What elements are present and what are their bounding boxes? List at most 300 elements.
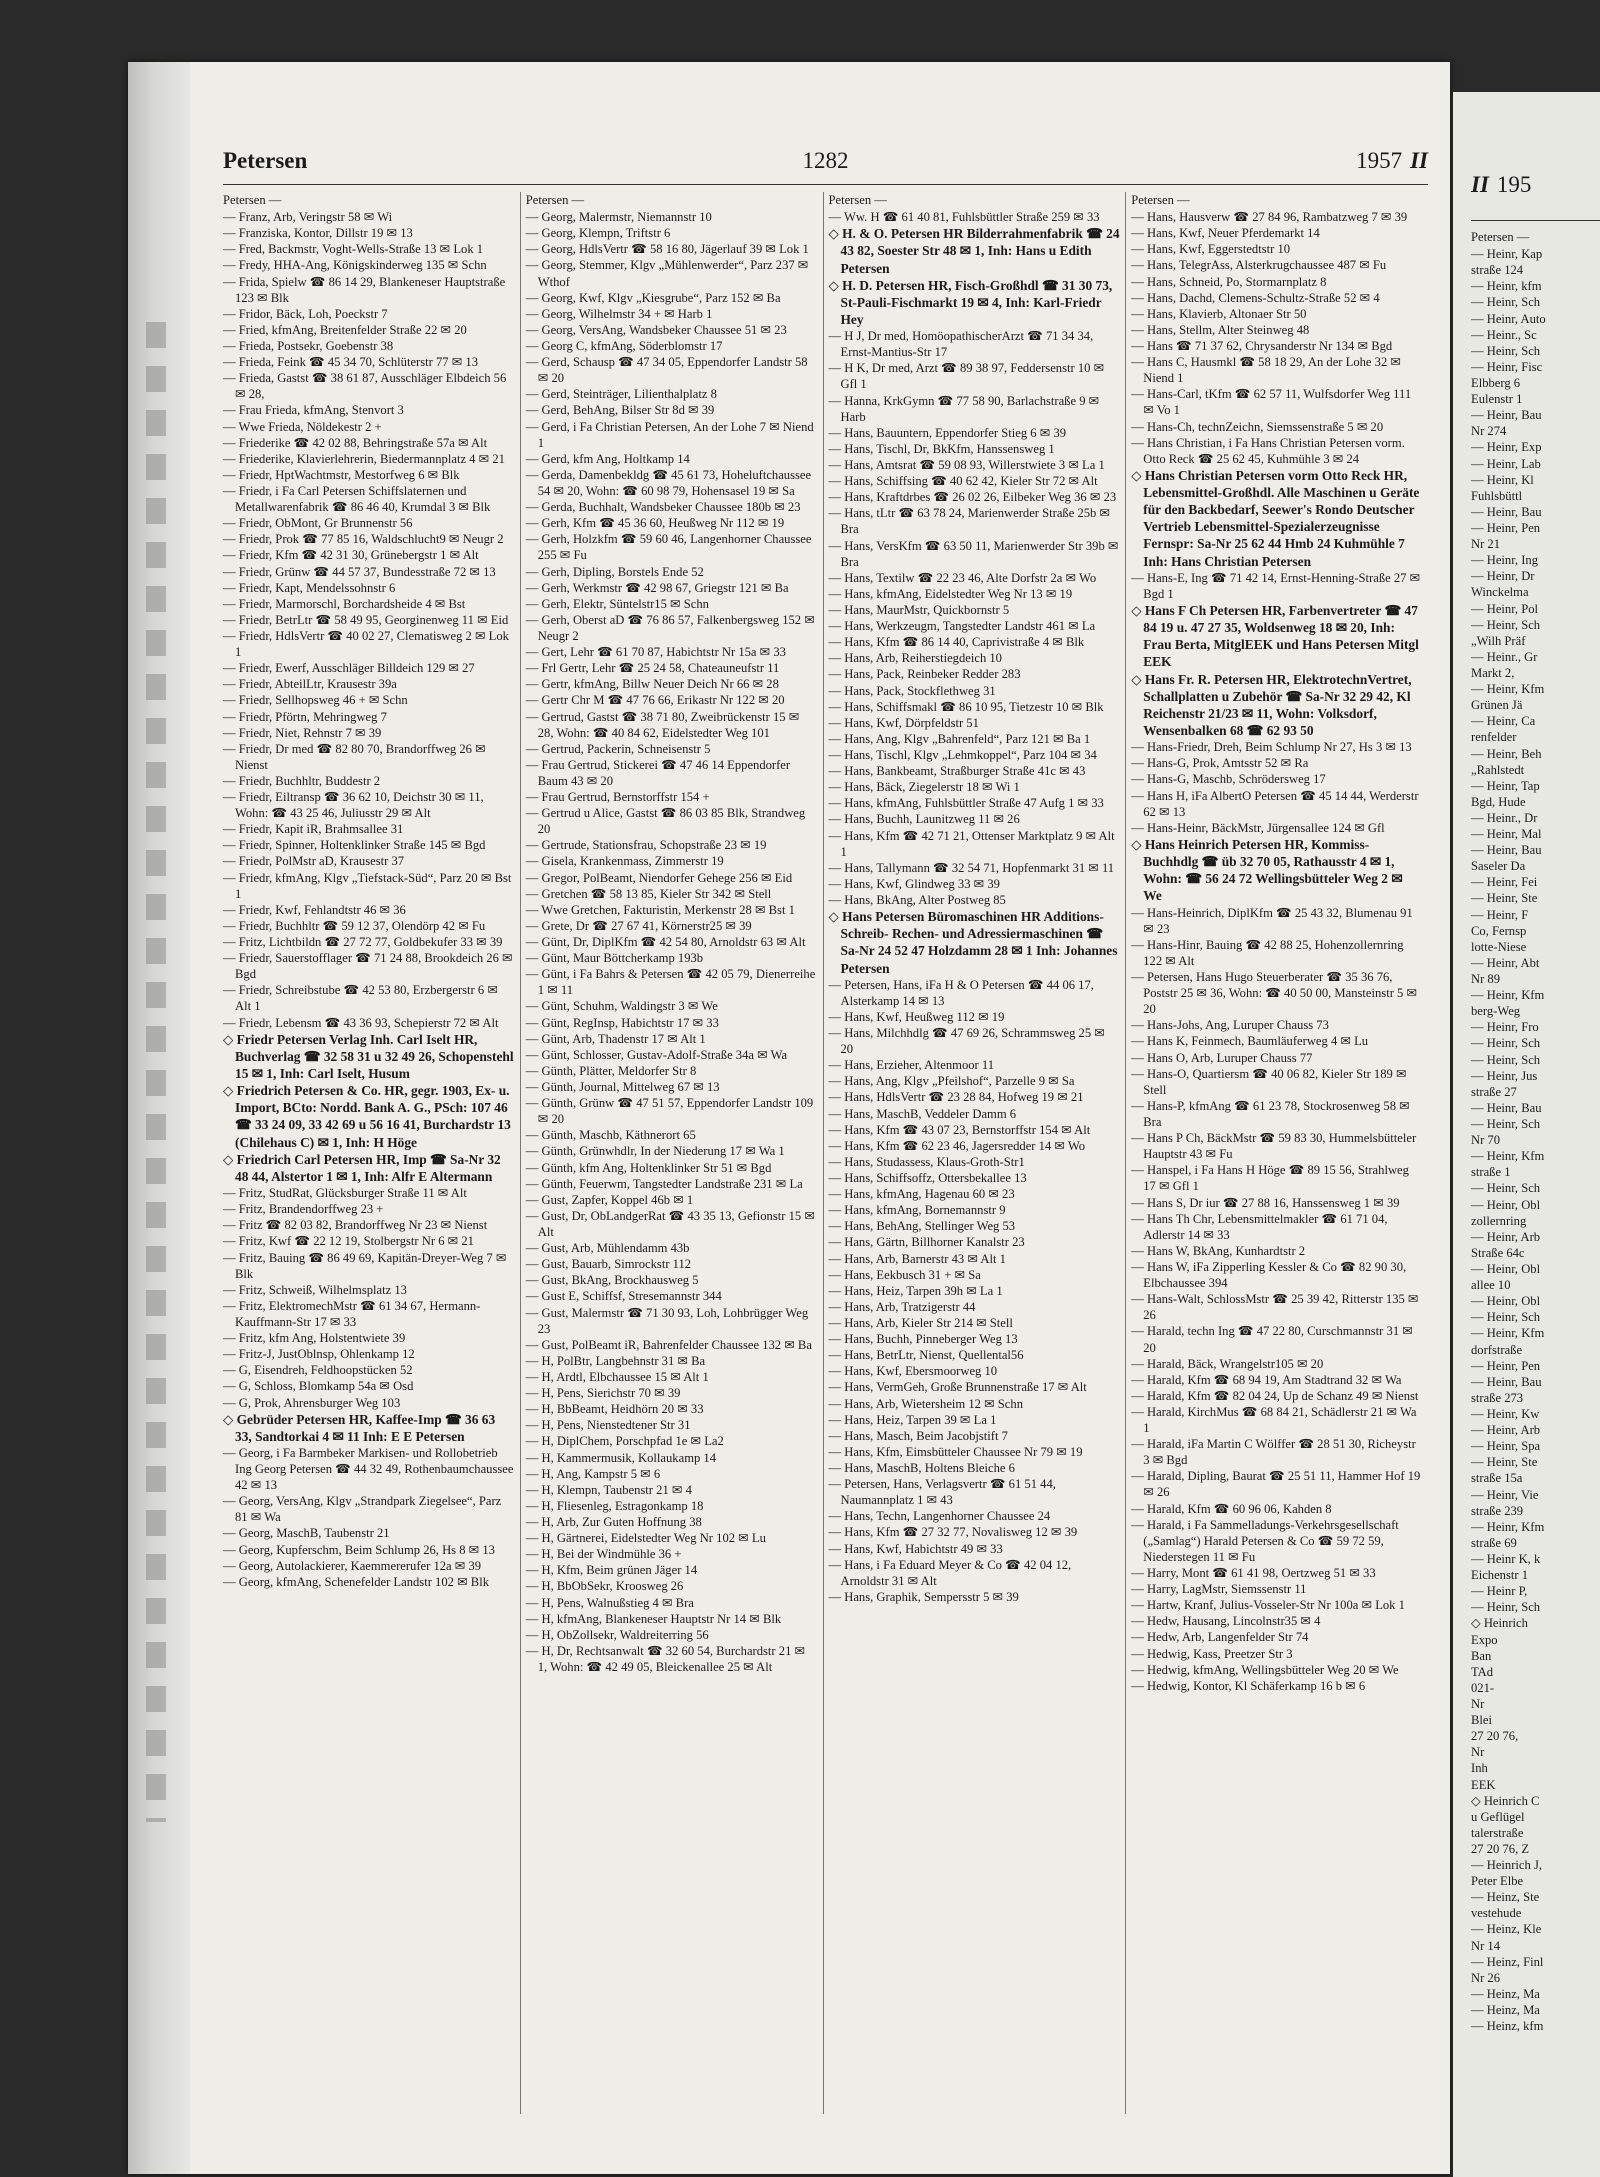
directory-entry: — Hans, Milchhdlg ☎ 47 69 26, Schrammsweg 25 ✉ 20 <box>828 1026 1105 1057</box>
directory-entry: — Günth, Feuerwm, Tangstedter Landstraße 231 ✉ La <box>525 1176 803 1191</box>
directory-entry: — Gust, Bauarb, Simrockstr 112 <box>525 1257 692 1272</box>
directory-entry: — Fritz, ElektromechMstr ☎ 61 34 67, Hermann-Kauffmann-Str 17 ✉ 33 <box>223 1298 481 1329</box>
directory-entry: — Hans-G, Prok, Amtsstr 52 ✉ Ra <box>1131 756 1309 771</box>
adjacent-entry: — Heinr., Sc <box>1471 327 1537 342</box>
directory-entry: — Hans, Kwf, Eggerstedtstr 10 <box>1131 242 1291 257</box>
directory-entry: — Gerd, BehAng, Bilser Str 8d ✉ 39 <box>525 403 715 418</box>
adjacent-entry: — Heinr., Dr <box>1471 810 1538 825</box>
adjacent-entry: — Heinr, Mal <box>1471 827 1542 842</box>
directory-entry: — Gerd, Schausp ☎ 47 34 05, Eppendorfer Landstr 58 ✉ 20 <box>525 355 808 386</box>
directory-entry: — Hans, Bäck, Ziegelerstr 18 ✉ Wi 1 <box>828 780 1020 795</box>
directory-column <box>1125 192 1428 2114</box>
directory-entry: — H, Pens, Walnußstieg 4 ✉ Bra <box>525 1595 694 1610</box>
directory-entry: — Friedr, HptWachtmstr, Mestorfweg 6 ✉ Blk <box>223 467 460 482</box>
directory-entry: — Harald, Kfm ☎ 68 94 19, Am Stadtrand 32 ✉ Wa <box>1131 1372 1402 1387</box>
adjacent-entry: — Heinr, Kw <box>1471 1406 1540 1421</box>
firm-entry: ◇ Friedrich Carl Petersen HR, Imp ☎ Sa-Nr 32 48 44, Alstertor 1 ✉ 1, Inh: Alfr E Altermann <box>223 1151 501 1184</box>
directory-entry: — Gerh, Kfm ☎ 45 36 60, Heußweg Nr 112 ✉ 19 <box>525 516 785 531</box>
directory-entry: — H J, Dr med, HomöopathischerArzt ☎ 71 34 34, Ernst-Mantius-Str 17 <box>828 329 1094 360</box>
directory-entry: — Hans, VermGeh, Große Brunnenstraße 17 ✉ Alt <box>828 1380 1087 1395</box>
directory-entry: — Hans-Hinr, Bauing ☎ 42 88 25, Hohenzollernring 122 ✉ Alt <box>1131 937 1404 968</box>
directory-entry: — G, Prok, Ahrensburger Weg 103 <box>223 1395 401 1410</box>
adjacent-entry: Nr 26 <box>1471 1970 1501 1985</box>
adjacent-entry: — Heinr, Arb <box>1471 1423 1541 1438</box>
adjacent-entry: allee 10 <box>1471 1278 1511 1293</box>
directory-entry: — Hans, Erzieher, Altenmoor 11 <box>828 1058 995 1073</box>
adjacent-entry: — Heinr, Bau <box>1471 1374 1542 1389</box>
directory-entry: — Günt, Schuhm, Waldingstr 3 ✉ We <box>525 999 718 1014</box>
directory-entry: — Gertr, kfmAng, Billw Neuer Deich Nr 66 ✉ 28 <box>525 677 779 692</box>
directory-entry: — H, Fliesenleg, Estragonkamp 18 <box>525 1498 704 1513</box>
directory-entry: — Hans S, Dr iur ☎ 27 88 16, Hanssensweg 1 ✉ 39 <box>1131 1195 1400 1210</box>
adjacent-entry: Expo <box>1471 1632 1498 1647</box>
adjacent-entry: ◇ Heinrich <box>1471 1616 1528 1631</box>
adjacent-entry: — Heinr, Fro <box>1471 1020 1539 1035</box>
adjacent-entry: straße 27 <box>1471 1084 1517 1099</box>
directory-entry: — Hans, Kwf, Neuer Pferdemarkt 14 <box>1131 226 1320 241</box>
directory-entry: — Hans, Tallymann ☎ 32 54 71, Hopfenmarkt 31 ✉ 11 <box>828 860 1115 875</box>
directory-entry: — Franz, Arb, Veringstr 58 ✉ Wi <box>223 210 393 225</box>
directory-columns <box>223 192 1428 2114</box>
directory-entry: — Georg, Klempn, Triftstr 6 <box>525 226 671 241</box>
directory-entry: — Petersen, Hans, Verlagsvertr ☎ 61 51 44, Naumannplatz 1 ✉ 43 <box>828 1477 1056 1508</box>
directory-entry: — Günth, kfm Ang, Holtenklinker Str 51 ✉ Bgd <box>525 1160 772 1175</box>
directory-entry: — Günth, Maschb, Käthnerort 65 <box>525 1128 696 1143</box>
directory-entry: — Hans Christian, i Fa Hans Christian Petersen vorm. Otto Reck ☎ 25 62 45, Kuhmühle 3 ✉ 24 <box>1131 435 1405 466</box>
directory-entry: — Hans, Schiffsing ☎ 40 62 42, Kieler Str 72 ✉ Alt <box>828 474 1098 489</box>
directory-entry: — Hedwig, kfmAng, Wellingsbütteler Weg 20 ✉ We <box>1131 1662 1399 1677</box>
directory-entry: — Hans, BehAng, Stellinger Weg 53 <box>828 1219 1016 1234</box>
adjacent-entry: — Heinr, Kl <box>1471 472 1534 487</box>
directory-entry: — Hans-P, kfmAng ☎ 61 23 78, Stockrosenweg 58 ✉ Bra <box>1131 1098 1410 1129</box>
adjacent-column <box>1471 220 1600 2034</box>
directory-entry: — Friedr, kfmAng, Klgv „Tiefstack-Süd“, Parz 20 ✉ Bst 1 <box>223 870 512 901</box>
directory-entry: — Hans, Stellm, Alter Steinweg 48 <box>1131 322 1310 337</box>
directory-entry: — Hans-Heinrich, DiplKfm ☎ 25 43 32, Blumenau 91 ✉ 23 <box>1131 905 1413 936</box>
directory-entry: — Friedr, Prok ☎ 77 85 16, Waldschlucht9 ✉ Neugr 2 <box>223 532 504 547</box>
directory-entry: — Hans K, Feinmech, Baumläuferweg 4 ✉ Lu <box>1131 1034 1369 1049</box>
adjacent-entry: „Rahlstedt <box>1471 762 1525 777</box>
directory-entry: — Georg, VersAng, Wandsbeker Chaussee 51 ✉ 23 <box>525 322 787 337</box>
adjacent-entry: — Heinr, Auto <box>1471 311 1546 326</box>
adjacent-entry: — Heinr, Sch <box>1471 617 1541 632</box>
directory-entry: — Gisela, Krankenmass, Zimmerstr 19 <box>525 854 724 869</box>
column-head: Petersen — <box>223 193 282 207</box>
directory-entry: — Friederike ☎ 42 02 88, Behringstraße 57a ✉ Alt <box>223 435 488 450</box>
directory-entry: — Hans, Schiffsoffz, Ottersbekallee 13 <box>828 1171 1027 1186</box>
directory-entry: — Hans-Johs, Ang, Luruper Chauss 73 <box>1131 1018 1329 1033</box>
directory-entry: — Hans, kfmAng, Hagenau 60 ✉ 23 <box>828 1187 1015 1202</box>
directory-entry: — Hanspel, i Fa Hans H Höge ☎ 89 15 56, Strahlweg 17 ✉ Gfl 1 <box>1131 1163 1409 1194</box>
directory-entry: — Gust, Malermstr ☎ 71 30 93, Loh, Lohbrügger Weg 23 <box>525 1305 809 1336</box>
directory-entry: — Friedr, Kapit iR, Brahmsallee 31 <box>223 822 404 837</box>
directory-entry: — Fritz, Lichtbildn ☎ 27 72 77, Goldbekufer 33 ✉ 39 <box>223 935 503 950</box>
directory-entry: — Hans, Kfm ☎ 27 32 77, Novalisweg 12 ✉ 39 <box>828 1525 1078 1540</box>
adjacent-entry: renfelder <box>1471 730 1517 745</box>
adjacent-entry: — Heinr, Spa <box>1471 1439 1541 1454</box>
adjacent-entry: — Heinz, Finl <box>1471 1954 1544 1969</box>
directory-entry: — Frieda, Feink ☎ 45 34 70, Schlüterstr 77 ✉ 13 <box>223 355 479 370</box>
adjacent-entry: — Heinr, Exp <box>1471 440 1542 455</box>
directory-entry: — H, Kfm, Beim grünen Jäger 14 <box>525 1563 698 1578</box>
directory-entry: — Hartw, Kranf, Julius-Vosseler-Str Nr 100a ✉ Lok 1 <box>1131 1598 1405 1613</box>
adjacent-entry: ◇ Heinrich C <box>1471 1793 1540 1808</box>
adjacent-entry: Inh <box>1471 1761 1488 1776</box>
directory-entry: — Hans C, Hausmkl ☎ 58 18 29, An der Lohe 32 ✉ Niend 1 <box>1131 355 1401 386</box>
adjacent-entry: — Heinr, Beh <box>1471 746 1542 761</box>
adjacent-entry: — Heinz, Ma <box>1471 2003 1540 2018</box>
adjacent-entry: — Heinr, Jus <box>1471 1068 1538 1083</box>
adjacent-entry: — Heinr, Sch <box>1471 1600 1541 1615</box>
directory-entry: — Fritz, Bauing ☎ 86 49 69, Kapitän-Dreyer-Weg 7 ✉ Blk <box>223 1250 507 1281</box>
firm-entry: ◇ Hans Heinrich Petersen HR, Kommiss-Buchhdlg ☎ üb 32 70 05, Rathausstr 4 ✉ 1, Wohn: ☎ 56 24 72 Wellingsbütteler Weg 2 ✉ We <box>1131 836 1403 904</box>
directory-entry: — Hans, Schiffsmakl ☎ 86 10 95, Tietzestr 10 ✉ Blk <box>828 699 1104 714</box>
adjacent-entry: — Heinr, Pen <box>1471 520 1541 535</box>
directory-entry: — Hans, MaschB, Holtens Bleiche 6 <box>828 1461 1015 1475</box>
directory-entry: — Günth, Grünwhdlr, In der Niederung 17 ✉ Wa 1 <box>525 1144 785 1159</box>
adjacent-entry: — Heinr, Obl <box>1471 1294 1541 1309</box>
directory-entry: — Hans, Hausverw ☎ 27 84 96, Rambatzweg 7 ✉ 39 <box>1131 210 1408 225</box>
directory-entry: — Hans, Kfm ☎ 62 23 46, Jagersredder 14 ✉ Wo <box>828 1138 1086 1153</box>
directory-entry: — Harald, Dipling, Baurat ☎ 25 51 11, Hammer Hof 19 ✉ 26 <box>1131 1469 1421 1500</box>
directory-entry: — Fritz ☎ 82 03 82, Brandorffweg Nr 23 ✉ Nienst <box>223 1218 488 1233</box>
directory-entry: — Günt, Arb, Thadenstr 17 ✉ Alt 1 <box>525 1031 706 1046</box>
adjacent-entry: — Heinr, Kfm <box>1471 988 1545 1003</box>
directory-entry: — Hans-E, Ing ☎ 71 42 14, Ernst-Henning-Straße 27 ✉ Bgd 1 <box>1131 570 1421 601</box>
directory-entry: — Harald, Kfm ☎ 60 96 06, Kahden 8 <box>1131 1501 1332 1516</box>
header-year: 1957 <box>1356 148 1403 173</box>
directory-entry: — H, kfmAng, Blankeneser Hauptstr Nr 14 ✉ Blk <box>525 1611 782 1626</box>
directory-entry: — Gertrud, Gastst ☎ 38 71 80, Zweibrückenstr 15 ✉ 28, Wohn: ☎ 40 84 62, Eidelstedter Weg 101 <box>525 709 800 740</box>
directory-entry: — Hans, Kfm ☎ 42 71 21, Ottenser Marktplatz 9 ✉ Alt 1 <box>828 828 1115 859</box>
directory-entry: — Friedr, Marmorschl, Borchardsheide 4 ✉ Bst <box>223 596 466 611</box>
directory-entry: — Hans, Kwf, Habichtstr 49 ✉ 33 <box>828 1541 1003 1556</box>
directory-entry: — Gert, Lehr ☎ 61 70 87, Habichtstr Nr 15a ✉ 33 <box>525 645 786 660</box>
adjacent-entry: Nr 70 <box>1471 1133 1501 1148</box>
directory-entry: — Hans, Ang, Klgv „Pfeilshof“, Parzelle 9 ✉ Sa <box>828 1074 1075 1089</box>
directory-entry: — Fred, Backmstr, Voght-Wells-Straße 13 ✉ Lok 1 <box>223 242 484 257</box>
directory-entry: — Hans, Kraftdrbes ☎ 26 02 26, Eilbeker Weg 36 ✉ 23 <box>828 490 1117 505</box>
directory-entry: — Harald, Bäck, Wrangelstr105 ✉ 20 <box>1131 1356 1324 1371</box>
adjacent-entry: — Heinr, Lab <box>1471 456 1541 471</box>
directory-entry: — Gust, Dr, ObLandgerRat ☎ 43 35 13, Gefionstr 15 ✉ Alt <box>525 1208 815 1239</box>
adjacent-entry: straße 1 <box>1471 1165 1511 1180</box>
directory-entry: — H, Bei der Windmühle 36 + <box>525 1547 682 1562</box>
adjacent-year: 195 <box>1496 172 1532 197</box>
directory-entry: — Hans, Textilw ☎ 22 23 46, Alte Dorfstr 2a ✉ Wo <box>828 570 1097 585</box>
directory-entry: — Gust, Arb, Mühlendamm 43b <box>525 1241 690 1256</box>
directory-entry: — Frieda, Gastst ☎ 38 61 87, Ausschläger Elbdeich 56 ✉ 28, <box>223 371 507 402</box>
directory-entry: — Hans, Kfm, Eimsbütteler Chaussee Nr 79 ✉ 19 <box>828 1444 1083 1459</box>
adjacent-volume: II <box>1471 172 1489 197</box>
directory-entry: — Gerh, Dipling, Borstels Ende 52 <box>525 564 704 579</box>
directory-entry: — Georg, i Fa Barmbeker Markisen- und Rollobetrieb Ing Georg Petersen ☎ 44 32 49, Rothenbaumchaussee 42 ✉ 13 <box>223 1445 514 1493</box>
directory-entry: — Hans, Eekbusch 31 + ✉ Sa <box>828 1267 981 1282</box>
directory-entry: — Hans-Friedr, Dreh, Beim Schlump Nr 27, Hs 3 ✉ 13 <box>1131 740 1412 755</box>
directory-entry: — Gerd, i Fa Christian Petersen, An der Lohe 7 ✉ Niend 1 <box>525 419 814 450</box>
directory-entry: — Friedr, Pförtn, Mehringweg 7 <box>223 709 387 724</box>
directory-entry: — Hans, Masch, Beim Jacobjstift 7 <box>828 1428 1008 1443</box>
page-number: 1282 <box>802 148 849 173</box>
adjacent-entry: — Heinr, Bau <box>1471 1100 1542 1115</box>
adjacent-entry: — Heinr, Pen <box>1471 1358 1541 1373</box>
directory-entry: — Gregor, PolBeamt, Niendorfer Gehege 256 ✉ Eid <box>525 870 793 885</box>
adjacent-entry: Nr <box>1471 1745 1485 1760</box>
adjacent-entry: Grünen Jä <box>1471 698 1523 713</box>
directory-entry: — Petersen, Hans Hugo Steuerberater ☎ 35 36 76, Poststr 25 ✉ 36, Wohn: ☎ 40 50 00, Mansteinstr 5 ✉ 20 <box>1131 969 1418 1017</box>
directory-entry: — Fritz, Brandendorffweg 23 + <box>223 1202 384 1217</box>
directory-entry: — Gretchen ☎ 58 13 85, Kieler Str 342 ✉ Stell <box>525 886 772 901</box>
directory-entry: — Fritz, Schweiß, Wilhelmsplatz 13 <box>223 1282 407 1297</box>
directory-entry: — Friedr, Kwf, Fehlandtstr 46 ✉ 36 <box>223 902 406 917</box>
directory-entry: — G, Schloss, Blomkamp 54a ✉ Osd <box>223 1379 414 1394</box>
adjacent-entry: dorfstraße <box>1471 1342 1523 1357</box>
directory-entry: — Hans, kfmAng, Fuhlsbüttler Straße 47 Aufg 1 ✉ 33 <box>828 796 1104 811</box>
directory-entry: — Georg, Autolackierer, Kaemmererufer 12a ✉ 39 <box>223 1558 482 1573</box>
directory-entry: — Frl Gertr, Lehr ☎ 25 24 58, Chateauneufstr 11 <box>525 661 780 676</box>
adjacent-entry: Eichenstr 1 <box>1471 1568 1529 1583</box>
directory-entry: — Friedr, Ewerf, Ausschläger Billdeich 129 ✉ 27 <box>223 661 475 676</box>
directory-entry: — Frida, Spielw ☎ 86 14 29, Blankeneser Hauptstraße 123 ✉ Blk <box>223 274 506 305</box>
adjacent-entry: — Heinr, Ing <box>1471 553 1538 568</box>
directory-entry: — Hans, Techn, Langenhorner Chaussee 24 <box>828 1509 1051 1524</box>
directory-entry: — Hans, Kwf, Dörpfeldstr 51 <box>828 715 979 730</box>
directory-entry: — Fritz, Kwf ☎ 22 12 19, Stolbergstr Nr 6 ✉ 21 <box>223 1234 474 1249</box>
directory-entry: — Hans, i Fa Eduard Meyer & Co ☎ 42 04 12, Arnoldstr 31 ✉ Alt <box>828 1557 1072 1588</box>
directory-entry: — Hans H, iFa AlbertO Petersen ☎ 45 14 44, Werderstr 62 ✉ 13 <box>1131 788 1419 819</box>
adjacent-entry: — Heinr, Kfm <box>1471 682 1545 697</box>
adjacent-entry: berg-Weg <box>1471 1004 1521 1019</box>
directory-entry: — Franziska, Kontor, Dillstr 19 ✉ 13 <box>223 226 413 241</box>
directory-entry: — Hans P Ch, BäckMstr ☎ 59 83 30, Hummelsbütteler Hauptstr 43 ✉ Fu <box>1131 1131 1417 1162</box>
directory-entry: — Hans, Graphik, Sempersstr 5 ✉ 39 <box>828 1589 1019 1604</box>
firm-entry: ◇ Hans F Ch Petersen HR, Farbenvertreter ☎ 47 84 19 u. 47 27 35, Woldsenweg 18 ✉ 20, Inh: Frau Berta, MitglEEK und Hans Petersen Mitgl EEK <box>1131 603 1419 670</box>
adjacent-entry: straße 124 <box>1471 263 1524 278</box>
adjacent-entry: — Heinr, Sch <box>1471 1181 1541 1196</box>
directory-entry: — Günth, Grünw ☎ 47 51 57, Eppendorfer Landstr 109 ✉ 20 <box>525 1096 814 1127</box>
firm-entry: ◇ Friedr Petersen Verlag Inh. Carl Iselt HR, Buchverlag ☎ 32 58 31 u 32 49 26, Schopenstehl 15 ✉ 1, Inh: Carl Iselt, Husum <box>223 1031 514 1081</box>
directory-entry: — Georg, VersAng, Klgv „Strandpark Ziegelsee“, Parz 81 ✉ Wa <box>223 1494 502 1525</box>
directory-entry: — Hans, Amtsrat ☎ 59 08 93, Willerstwiete 3 ✉ La 1 <box>828 458 1105 473</box>
directory-entry: — Friedr, HdlsVertr ☎ 40 02 27, Clematisweg 2 ✉ Lok 1 <box>223 628 509 660</box>
directory-entry: — Hedwig, Kass, Preetzer Str 3 <box>1131 1646 1293 1661</box>
adjacent-entry: Eulenstr 1 <box>1471 392 1523 407</box>
directory-entry: — Georg, Stemmer, Klgv „Mühlenwerder“, Parz 237 ✉ Wthof <box>525 258 809 289</box>
directory-entry: — Gerh, Holzkfm ☎ 59 60 46, Langenhorner Chaussee 255 ✉ Fu <box>525 532 812 563</box>
directory-entry: — Hans, Arb, Reiherstiegdeich 10 <box>828 651 1002 666</box>
directory-entry: — H, Gärtnerei, Eidelstedter Weg Nr 102 ✉ Lu <box>525 1531 766 1546</box>
directory-entry: — Gust, PolBeamt iR, Bahrenfelder Chaussee 132 ✉ Ba <box>525 1337 812 1352</box>
directory-entry: — Gerda, Buchhalt, Wandsbeker Chaussee 180b ✉ 23 <box>525 500 801 515</box>
directory-entry: — Hans, Tischl, Dr, BkKfm, Hanssensweg 1 <box>828 441 1055 456</box>
adjacent-entry: Peter Elbe <box>1471 1874 1524 1889</box>
adjacent-entry: — Heinr, Kfm <box>1471 1149 1545 1164</box>
directory-entry: — H, DiplChem, Porschpfad 1e ✉ La2 <box>525 1434 724 1449</box>
directory-entry: — Hans, VersKfm ☎ 63 50 11, Marienwerder Str 39b ✉ Bra <box>828 538 1119 569</box>
directory-entry: — Friedr, Sauerstofflager ☎ 71 24 88, Brookdeich 26 ✉ Bgd <box>223 951 513 982</box>
directory-entry: — Harald, techn Ing ☎ 47 22 80, Curschmannstr 31 ✉ 20 <box>1131 1324 1413 1355</box>
directory-entry: — Friedr, Sellhopsweg 46 + ✉ Schn <box>223 693 408 708</box>
directory-entry: — Hans, Klavierb, Altonaer Str 50 <box>1131 306 1307 321</box>
directory-entry: — Gerh, Werkmstr ☎ 42 98 67, Griegstr 121 ✉ Ba <box>525 580 789 595</box>
directory-entry: — Harry, Mont ☎ 61 41 98, Oertzweg 51 ✉ 33 <box>1131 1566 1376 1581</box>
adjacent-entry: Bgd, Hude <box>1471 794 1526 809</box>
directory-entry: — Hanna, KrkGymn ☎ 77 58 90, Barlachstraße 9 ✉ Harb <box>828 393 1100 424</box>
directory-column <box>520 192 823 2114</box>
directory-entry: — Friedr, Lebensm ☎ 43 36 93, Schepierstr 72 ✉ Alt <box>223 1015 499 1030</box>
adjacent-entry: — Heinr K, k <box>1471 1551 1541 1566</box>
directory-entry: — Georg, kfmAng, Schenefelder Landstr 102 ✉ Blk <box>223 1574 489 1589</box>
directory-entry: — Hans W, iFa Zipperling Kessler & Co ☎ 82 90 30, Elbchaussee 394 <box>1131 1259 1407 1291</box>
adjacent-entry: straße 273 <box>1471 1390 1524 1405</box>
directory-entry: — H, Klempn, Taubenstr 21 ✉ 4 <box>525 1482 692 1497</box>
directory-entry: — Hans ☎ 71 37 62, Chrysanderstr Nr 134 ✉ Bgd <box>1131 338 1393 353</box>
adjacent-column-head: Petersen — <box>1471 230 1530 244</box>
directory-entry: — Hans, kfmAng, Eidelstedter Weg Nr 13 ✉ 19 <box>828 586 1073 601</box>
directory-entry: — H, Pens, Nienstedtener Str 31 <box>525 1418 691 1433</box>
adjacent-entry: — Heinr, Kap <box>1471 247 1543 262</box>
directory-entry: — Friedr, Niet, Rehnstr 7 ✉ 39 <box>223 725 382 740</box>
directory-entry: — Hans, Buchh, Launitzweg 11 ✉ 26 <box>828 812 1020 827</box>
adjacent-entry: — Heinr, Bau <box>1471 504 1542 519</box>
directory-entry: — Hans, Arb, Barnerstr 43 ✉ Alt 1 <box>828 1251 1006 1266</box>
header-volume: II <box>1410 148 1428 173</box>
adjacent-entry: — Heinr, Sch <box>1471 343 1541 358</box>
directory-entry: — Hans, Arb, Tratzigerstr 44 <box>828 1299 976 1314</box>
adjacent-entry: TAd <box>1471 1664 1494 1679</box>
directory-entry: — H, Dr, Rechtsanwalt ☎ 32 60 54, Burchardstr 21 ✉ 1, Wohn: ☎ 42 49 05, Bleickenallee 25 ✉ Alt <box>525 1643 806 1674</box>
adjacent-entry: — Heinr, Obl <box>1471 1197 1541 1212</box>
binding-marks <box>146 322 166 1822</box>
adjacent-entry: — Heinr, Ca <box>1471 714 1536 729</box>
directory-entry: — Friedr, BetrLtr ☎ 58 49 95, Georginenweg 11 ✉ Eid <box>223 612 509 627</box>
directory-entry: — Friedr, Spinner, Holtenklinker Straße 145 ✉ Bgd <box>223 838 486 853</box>
directory-entry: — Gust, Zapfer, Koppel 46b ✉ 1 <box>525 1192 694 1207</box>
directory-entry: — Hans, Heiz, Tarpen 39 ✉ La 1 <box>828 1412 997 1427</box>
directory-entry: — Hans, kfmAng, Bornemannstr 9 <box>828 1203 1006 1218</box>
directory-entry: — Hans, Heiz, Tarpen 39h ✉ La 1 <box>828 1283 1003 1298</box>
directory-entry: — Friedr, Buchhltr, Buddestr 2 <box>223 773 381 788</box>
directory-entry: — Frau Gertrud, Stickerei ☎ 47 46 14 Eppendorfer Baum 43 ✉ 20 <box>525 757 791 788</box>
directory-entry: — Gertrud, Packerin, Schneisenstr 5 <box>525 741 711 756</box>
firm-entry: ◇ Hans Petersen Büromaschinen HR Additions- Schreib- Rechen- und Adressiermaschinen ☎ Sa-Nr 24 52 47 Holzdamm 28 ✉ 1 Inh: Johannes Petersen <box>828 909 1118 976</box>
directory-entry: — Hans, Schneid, Po, Stormarnplatz 8 <box>1131 274 1327 289</box>
directory-entry: — Petersen, Hans, iFa H & O Petersen ☎ 44 06 17, Alsterkamp 14 ✉ 13 <box>828 977 1094 1008</box>
directory-column <box>223 192 520 2114</box>
adjacent-entry: Nr 21 <box>1471 537 1501 552</box>
adjacent-entry: Saseler Da <box>1471 859 1526 874</box>
adjacent-entry: — Heinr, Sch <box>1471 1052 1541 1067</box>
directory-entry: — Gerh, Oberst aD ☎ 76 86 57, Falkenbergsweg 152 ✉ Neugr 2 <box>525 612 815 643</box>
directory-entry: — H, Ardtl, Elbchaussee 15 ✉ Alt 1 <box>525 1369 709 1384</box>
directory-entry: — Wwe Gretchen, Fakturistin, Merkenstr 28 ✉ Bst 1 <box>525 902 795 917</box>
adjacent-entry: straße 69 <box>1471 1535 1517 1550</box>
column-head: Petersen — <box>525 193 585 207</box>
directory-entry: — Frieda, Postsekr, Goebenstr 38 <box>223 338 394 353</box>
adjacent-entry: Co, Fernsp <box>1471 923 1527 938</box>
directory-entry: — Hans, Arb, Kieler Str 214 ✉ Stell <box>828 1316 1013 1331</box>
directory-entry: — Hedwig, Kontor, Kl Schäferkamp 16 b ✉ 6 <box>1131 1678 1366 1693</box>
adjacent-entry: — Heinrich J, <box>1471 1858 1542 1873</box>
firm-entry: ◇ H. & O. Petersen HR Bilderrahmenfabrik ☎ 24 43 82, Soester Str 48 ✉ 1, Inh: Hans u Edith Petersen <box>828 226 1120 276</box>
adjacent-entry: — Heinr, Dr <box>1471 569 1535 584</box>
adjacent-entry: talerstraße <box>1471 1825 1524 1840</box>
adjacent-entry: — Heinr, Obl <box>1471 1262 1541 1276</box>
directory-entry: — Friedr, Buchhltr ☎ 59 12 37, Olendörp 42 ✉ Fu <box>223 918 486 933</box>
adjacent-page <box>1453 92 1600 2177</box>
directory-entry: — Hans, Werkzeugm, Tangstedter Landstr 461 ✉ La <box>828 619 1096 634</box>
directory-entry: — Harald, Kfm ☎ 82 04 24, Up de Schanz 49 ✉ Nienst <box>1131 1388 1419 1403</box>
adjacent-entry: Fuhlsbüttl <box>1471 488 1523 503</box>
adjacent-entry: — Heinr, Abt <box>1471 955 1540 970</box>
directory-entry: — H, Ang, Kampstr 5 ✉ 6 <box>525 1466 661 1481</box>
directory-entry: — Hans, Studassess, Klaus-Groth-Str1 <box>828 1154 1025 1169</box>
directory-entry: — Friedr, Schreibstube ☎ 42 53 80, Erzbergerstr 6 ✉ Alt 1 <box>223 983 498 1014</box>
adjacent-entry: — Heinr, Kfm <box>1471 1519 1545 1534</box>
directory-entry: — Fried, kfmAng, Breitenfelder Straße 22 ✉ 20 <box>223 322 467 337</box>
adjacent-entry: — Heinr, kfm <box>1471 279 1542 294</box>
directory-entry: — H K, Dr med, Arzt ☎ 89 38 97, Feddersenstr 10 ✉ Gfl 1 <box>828 361 1105 392</box>
adjacent-entry: Nr 89 <box>1471 972 1501 987</box>
directory-entry: — Hans, Kwf, Heußweg 112 ✉ 19 <box>828 1009 1005 1024</box>
directory-entry: — Hans, Dachd, Clemens-Schultz-Straße 52 ✉ 4 <box>1131 290 1380 305</box>
adjacent-entry: — Heinr, Sch <box>1471 1036 1541 1051</box>
directory-entry: — Hans, Kfm ☎ 86 14 40, Caprivistraße 4 ✉ Blk <box>828 635 1085 650</box>
directory-entry: — Gertrud u Alice, Gastst ☎ 86 03 85 Blk, Strandweg 20 <box>525 806 806 837</box>
directory-entry: — Hans, Arb, Wietersheim 12 ✉ Schn <box>828 1396 1023 1411</box>
directory-entry: — Gertr Chr M ☎ 47 76 66, Erikastr Nr 122 ✉ 20 <box>525 693 785 708</box>
adjacent-entry: Winckelma <box>1471 585 1529 600</box>
adjacent-entry: — Heinr, Sch <box>1471 295 1541 310</box>
adjacent-entry: vestehude <box>1471 1906 1522 1921</box>
directory-entry: — Wwe Frieda, Nöldekestr 2 + <box>223 419 382 434</box>
adjacent-entry: — Heinr, Kfm <box>1471 1326 1545 1341</box>
adjacent-entry: 27 20 76, Z <box>1471 1841 1530 1856</box>
adjacent-entry: — Heinz, Kle <box>1471 1922 1542 1937</box>
directory-page <box>128 62 1450 2174</box>
page-header <box>223 144 1428 185</box>
firm-entry: ◇ H. D. Petersen HR, Fisch-Großhdl ☎ 31 30 73, St-Pauli-Fischmarkt 19 ✉ 4, Inh: Karl-Friedr Hey <box>828 277 1113 327</box>
adjacent-entry: — Heinr, Sch <box>1471 1310 1541 1325</box>
directory-entry: — H, PolBtr, Langbehnstr 31 ✉ Ba <box>525 1353 706 1368</box>
adjacent-entry: — Heinr, Vie <box>1471 1487 1539 1502</box>
directory-entry: — Friedr, Dr med ☎ 82 80 70, Brandorffweg 26 ✉ Nienst <box>223 741 486 772</box>
directory-entry: — Friedr, AbteilLtr, Krausestr 39a <box>223 677 397 692</box>
adjacent-entry: Elbberg 6 <box>1471 375 1521 390</box>
directory-entry: — Hans, BetrLtr, Nienst, Quellental56 <box>828 1348 1024 1363</box>
directory-entry: — Hans-Walt, SchlossMstr ☎ 25 39 42, Ritterstr 135 ✉ 26 <box>1131 1292 1419 1323</box>
adjacent-entry: Nr 274 <box>1471 424 1507 439</box>
directory-entry: — Georg, Kwf, Klgv „Kiesgrube“, Parz 152 ✉ Ba <box>525 290 781 305</box>
directory-entry: — Harald, iFa Martin C Wölffer ☎ 28 51 30, Richeystr 3 ✉ Bgd <box>1131 1437 1416 1468</box>
directory-entry: — Friedr, Grünw ☎ 44 57 37, Bundesstraße 72 ✉ 13 <box>223 564 496 579</box>
adjacent-entry: Blei <box>1471 1713 1492 1728</box>
directory-entry: — Günt, Maur Böttcherkamp 193b <box>525 951 704 966</box>
firm-entry: ◇ Hans Christian Petersen vorm Otto Reck HR, Lebensmittel-Großhdl. Alle Maschinen u Geräte für den Backbedarf, Seewer's Rondo Deutscher Vertrieb Lebensmittel-Spezialerzeugnisse Fernspr: Sa-Nr 25 62 44 Hmb 24 Kuhmühle 7 Inh: Hans Christian Petersen <box>1131 467 1420 569</box>
firm-entry: ◇ Gebrüder Petersen HR, Kaffee-Imp ☎ 36 63 33, Sandtorkai 4 ✉ 11 Inh: E E Petersen <box>223 1411 496 1444</box>
adjacent-entry: Nr <box>1471 1696 1485 1711</box>
adjacent-entry: Nr 14 <box>1471 1938 1501 1953</box>
directory-entry: — Harald, KirchMus ☎ 68 84 21, Schädlerstr 21 ✉ Wa 1 <box>1131 1404 1417 1436</box>
firm-entry: ◇ Friedrich Petersen & Co. HR, gegr. 1903, Ex- u. Import, BCto: Nordd. Bank A. G., PSch: 107 46 ☎ 33 24 09, 33 42 69 u 56 16 41, Burchardstr 13 (Chilehaus C) ✉ 1, Inh: H Höge <box>223 1083 511 1150</box>
directory-entry: — Hedw, Hausang, Lincolnstr35 ✉ 4 <box>1131 1614 1321 1629</box>
adjacent-entry: lotte-Niese <box>1471 939 1527 954</box>
directory-entry: — Hans-G, Maschb, Schrödersweg 17 <box>1131 772 1326 787</box>
directory-entry: — Hans, MaschB, Veddeler Damm 6 <box>828 1106 1017 1121</box>
directory-entry: — Harald, i Fa Sammelladungs-Verkehrsgesellschaft („Samlag“) Harald Petersen & Co ☎ 59 72 59, Niederstegen 11 ✉ Fu <box>1131 1517 1399 1564</box>
directory-entry: — H, BbBeamt, Heidhörn 20 ✉ 33 <box>525 1402 704 1417</box>
directory-entry: — Friedr, Kfm ☎ 42 31 30, Grünebergstr 1 ✉ Alt <box>223 548 479 563</box>
